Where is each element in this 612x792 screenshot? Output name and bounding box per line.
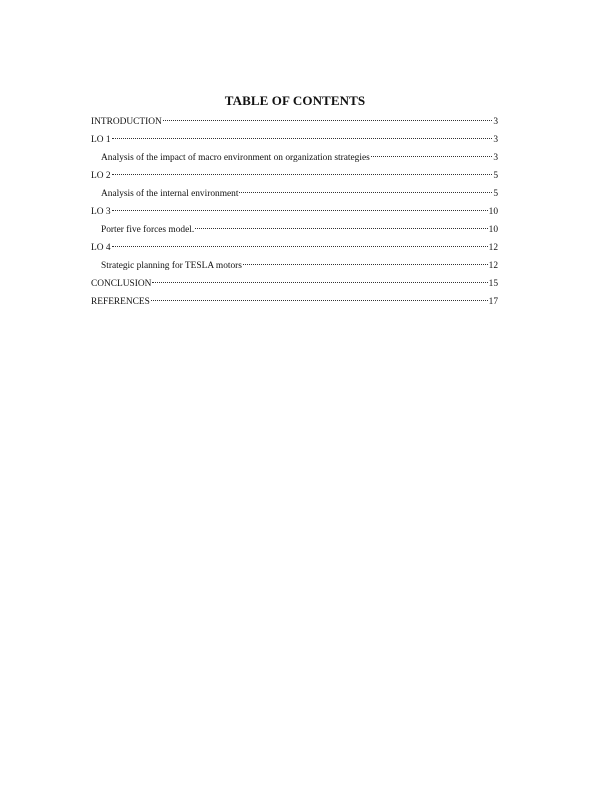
toc-dot-leader bbox=[195, 219, 487, 229]
toc-entry-page: 3 bbox=[493, 135, 498, 145]
toc-entry-page: 5 bbox=[493, 189, 498, 199]
toc-dot-leader bbox=[371, 147, 493, 157]
toc-title: TABLE OF CONTENTS bbox=[224, 93, 366, 108]
toc-entry-label: CONCLUSION bbox=[91, 279, 152, 289]
toc-dot-leader bbox=[243, 255, 488, 265]
toc-entry-page: 15 bbox=[488, 279, 498, 289]
toc-entry-page: 3 bbox=[493, 117, 498, 127]
toc-entry-label: Analysis of the impact of macro environment on organization strategies bbox=[101, 153, 370, 163]
toc-dot-leader bbox=[112, 237, 488, 247]
toc-entry-page: 3 bbox=[493, 153, 498, 163]
toc-dot-leader bbox=[112, 201, 488, 211]
toc-entry-page: 5 bbox=[493, 171, 498, 181]
toc-entry-label: REFERENCES bbox=[91, 297, 150, 307]
toc-entry-page: 10 bbox=[488, 207, 498, 217]
toc-entry-label: LO 4 bbox=[91, 243, 111, 253]
toc-entry-page: 12 bbox=[488, 243, 498, 253]
toc-entry-label: Porter five forces model. bbox=[101, 225, 195, 235]
toc-list bbox=[91, 114, 498, 312]
toc-dot-leader bbox=[112, 129, 493, 139]
toc-entry-label: LO 3 bbox=[91, 207, 111, 217]
toc-entry-page: 10 bbox=[488, 225, 498, 235]
toc-entry-label: LO 2 bbox=[91, 171, 111, 181]
toc-dot-leader bbox=[112, 165, 493, 175]
toc-entry-label: INTRODUCTION bbox=[91, 117, 162, 127]
toc-entry-page: 12 bbox=[488, 261, 498, 271]
toc-dot-leader bbox=[152, 273, 487, 283]
toc-entry-label: Strategic planning for TESLA motors bbox=[101, 261, 242, 271]
toc-entry-page: 17 bbox=[488, 297, 498, 307]
toc-dot-leader bbox=[151, 291, 488, 301]
toc-entry-label: Analysis of the internal environment bbox=[101, 189, 239, 199]
toc-entry[interactable] bbox=[91, 294, 498, 312]
toc-entry-label: LO 1 bbox=[91, 135, 111, 145]
toc-dot-leader bbox=[239, 183, 492, 193]
toc-dot-leader bbox=[163, 111, 492, 121]
